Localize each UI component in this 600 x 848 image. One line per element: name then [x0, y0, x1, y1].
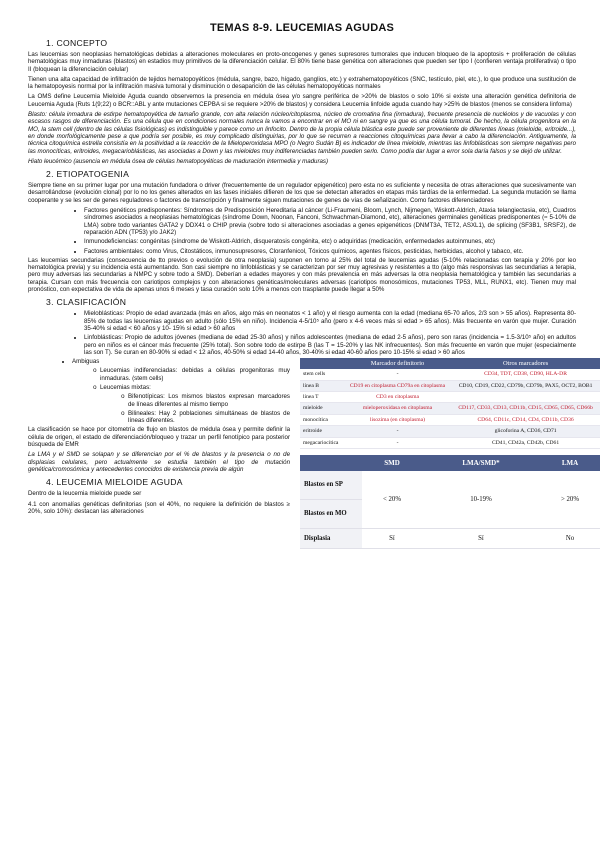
table-cell: lisozima (en citoplasma)	[344, 414, 451, 425]
markers-table	[300, 358, 600, 449]
table-header	[300, 358, 344, 369]
row-label: Blastos en SP	[300, 471, 362, 500]
table-cell: Sí	[422, 528, 540, 548]
ambiguas-list	[28, 358, 290, 365]
table-cell: mieloperoxidasa en citoplasma	[344, 403, 451, 414]
ambiguas-sublist	[28, 367, 290, 391]
table-cell: -	[344, 437, 451, 448]
section-heading-etiopatogenia: 2. ETIOPATOGENIA	[46, 169, 130, 180]
table-cell: monocítica	[300, 414, 344, 425]
table-cell: Sí	[362, 528, 422, 548]
table-row	[300, 437, 600, 448]
table-cell: CD10, CD19, CD22, CD79b, CD79b, PAX5, OCT2, BOB1	[451, 380, 600, 391]
list-item: • Factores ambientales: como Virus, Citostáticos, inmunosupresores, Cloranfenicol, Tóxicos químicos, agentes físicos, pesticidas, herbicidas, alcohol y tabaco, etc.	[84, 248, 576, 255]
table-cell: CD19 en citoplasma CD79a en citoplasma	[344, 380, 451, 391]
table-header: SMD	[362, 455, 422, 471]
paragraph: La OMS define Leucemia Mieloide Aguda cuando observemos la presencia en médula ósea y/o sangre periférica de >20% de blastos o solo 10% si existe una alteración genética definitoria de Leucemia Aguda (Ruts 1(9;22) o BCR::ABL y ante mutaciones CEPBA si se requiere >20% de blastos) y considera Leucemia linfoide aguda cuando hay >25% de blastos (menos se considera linfoma)	[28, 93, 576, 108]
table-row	[300, 414, 600, 425]
list-item: o Leucemias indiferenciadas: debidas a células progenitoras muy inmaduras. (stem cells)	[100, 367, 290, 382]
table-cell: > 20%	[540, 471, 600, 529]
table-cell: mieloide	[300, 403, 344, 414]
table-row	[300, 391, 600, 402]
markers-table-body	[300, 369, 600, 448]
table-cell: CD117, CD33, CD13, CD11b, CD15, CD65, CD65, CD66b	[451, 403, 600, 414]
table-row	[300, 426, 600, 437]
mixtas-sublist	[28, 393, 290, 424]
table-header: LMA/SMD*	[422, 455, 540, 471]
table-cell: < 20%	[362, 471, 422, 529]
table-cell: -	[344, 426, 451, 437]
left-column	[28, 358, 290, 549]
table-cell: CD64, CD11c, CD14, CD4, CD11b, CD36	[451, 414, 600, 425]
list-item: o Bilineales: Hay 2 poblaciones simultáneas de blastos de líneas diferentes.	[128, 410, 290, 425]
list-item: • Inmunodeficiencias: congénitas (síndrome de Wiskott-Aldrich, disqueratosis congénita, etc) o adquiridas (medicación, enfermedades autoinmunes, etc)	[84, 238, 576, 245]
list-item: o Leucemias mixtas:	[100, 384, 290, 391]
paragraph: Dentro de la leucemia mieloide puede ser	[28, 490, 142, 498]
section-heading-lma: 4. LEUCEMIA MIELOIDE AGUDA	[46, 477, 183, 488]
table-cell: línea B	[300, 380, 344, 391]
row-label: Blastos en MO	[300, 499, 362, 528]
table-cell: eritroide	[300, 426, 344, 437]
paragraph: 4.1 con anomalías genéticas definitorias (son el 40%, no requiere la definición de blastos ≥ 20%, solo 10%): destacan las alteraciones	[28, 500, 290, 515]
paragraph: Tienen una alta capacidad de infiltración de tejidos hematopoyéticos (médula, sangre, bazo, hígado, ganglios, etc.) y extrahematopoyéticos (SNC, testículo, piel, etc.), lo que produce una sustitución de la hematopoyesis normal por la infiltración masiva tumoral y disminución o desaparición de las células hematopoyéticas normales	[28, 75, 576, 91]
list-item: • Factores genéticos predisponentes: Síndromes de Predisposición Hereditaria al cáncer (Li-Fraumeni, Bloom, Lynch, Nijmegen, Wiskott-Aldrich, Ataxia telangiectasia, etc), Cuadros síndromes asociados a neoplasias hematológicas (síndrome Down, Noonan, Fanconi, Schwachman-Diamond, etc), alteraciones germinales genéticas predisponentes (≈ 5-10% de LMA) sobre todo variantes GATA2 y DDX41 o CHIP previa (sobre todo si alteraciones asociadas a genes epigenéticos (DNMT3A, TET2, ASXL1), de splicing (SF3B1, SRSF2), de reparación ADN (TP53) y/o JAK2)	[84, 207, 576, 236]
table-row	[300, 380, 600, 391]
paragraph: La LMA y el SMD se solapan y se diferencian por el % de blastos y la presencia o no de displasias celulares, pero actualmente se estudia también el tipo de mutación genética/cromosómica y antecedentes conocidos de existencia previa de algún	[28, 451, 290, 473]
list-item: • Mieloblásticas: Propio de edad avanzada (más en años, algo más en neonatos < 1 año) y el riesgo aumenta con la edad (mediana 65-70 años, 2/3 son > 55 años). Representa 80-85% de todas las leucemias agudas en adulto (sólo 15% en niño). Incidencia 4-5/10⁵ año (pero x 4-6 veces más si edad > 65 años). Más frecuente en varón que mujer. Curación 35-40% si edad < 60 años y 10- 15% si edad > 60 años	[84, 310, 576, 332]
table-cell	[451, 391, 600, 402]
table-cell: megacariocítica	[300, 437, 344, 448]
two-column-area	[28, 358, 593, 549]
table-header: Otros marcadores	[451, 358, 600, 369]
table-row	[300, 369, 600, 380]
table-row	[300, 403, 600, 414]
table-cell: CD34, TDT, CD38, CD90, HLA-DR	[451, 369, 600, 380]
right-column	[300, 358, 600, 549]
table-cell: stem cells	[300, 369, 344, 380]
paragraph: Las leucemias secundarias (consecuencia de tto previos o evolución de otra neoplasia) suponen en torno al 25% del total de leucemias agudas (5-10% relacionadas con terapia y 20% por leo hematológica previa) y su incidencia está aumentando. Son casi siempre no linfoblásticas y se caracterizan por ser muy agresivas y resistentes a tto (algo más responsivas las secundarias a terapia, pero muy adversas las secundarias a NMPC y sobre todo a SMD). Deberían a edades mayores y con más prevalencia en más adversas la otra neoplasia hematológica y también las secundarias a terapia. Cursan con más frecuencia con cariotipos complejos y con alteraciones genéticas/moleculares adversas (cariotipos monosómicos, mutaciones TP53, MLL, RUNX1, etc). Tienen muy mal pronóstico, con expectativa de vida de apenas unos 6 meses y tasa curación solo 10% a menos con trasplante puede llegar a 50%	[28, 256, 576, 294]
table-row	[300, 528, 600, 548]
row-label: Displasia	[300, 528, 362, 548]
table-header: LMA	[540, 455, 600, 471]
list-item: • Ambiguas	[72, 358, 290, 365]
table-cell: CD3 en citoplasma	[344, 391, 451, 402]
section-heading-concepto: 1. CONCEPTO	[46, 38, 108, 48]
paragraph: Siempre tiene en su primer lugar por una mutación fundadora o driver (frecuentemente de un regulador epigenético) pero esta no es suficiente y necesita de otras alteraciones que sucesivamente van desarrollándose (evolución clonal) por lo no los genes alterados en las fases iniciales difieren de los que se detectan alterados en etapas más tardías de la enfermedad. La segunda mutación se llama cooperante y se les ser de genes reguladores o factores de transcripción y finalmente siguen mutaciones de genes de vías de señalización. Como factores diferenciadores	[28, 182, 576, 204]
table-cell: CD41, CD42a, CD42b, CD61	[451, 437, 600, 448]
table-row	[300, 471, 600, 500]
factor-list	[28, 207, 576, 255]
paragraph-blasto: Blasto: célula inmadura de estirpe hematopoyética de tamaño grande, con alta relación núcleo/citoplasma, núcleo de cromatina fina (inmadura), frecuente presencia de nucléolos y de vacuolas y con escasos rasgos de diferenciación. Es una célula que en condiciones normales nunca la vamos a encontrar en el MO ni en sangre ya que es una célula tumoral. De hecho, la célula progenitora en la MO, la stem cell (dentro de las células fisiológicas) es indistinguible y parece como un linfocito. Dentro de la propia célula blástica este puede ser proveniente de diferentes líneas (mieloide, eritroide...), en donde morfológicamente pese a que podría ser posible, es muy complicado distinguirlas, por lo que se recurren a reacciones citoquímicas para llevar a cabo la diferenciación. Antiguamente, la técnica citoquímica estrella consistía en la positividad a la reacción de la Mieloperoxidasa MPO (o Negro Sudán B) es indicador de línea mieloide, mientras las linfoblásticas son siempre negativas pero las monocíticas, eritroides, megacarioblásticas, las asociadas a Down y las mieloides muy indiferenciadas también pueden serlo. Como podía dar lugar a error sola daría falsos y se dejó de utilizar.	[28, 111, 576, 155]
paragraph-hiato: Hiato leucémico (ausencia en médula ósea de células hematopoyéticas de maduración intermedia y maduras)	[28, 157, 329, 165]
list-item: o Bifenotípicas: Los mismos blastos expresan marcadores de líneas diferentes al mismo tiempo	[128, 393, 290, 408]
paragraph: La clasificación se hace por citometría de flujo en blastos de médula ósea y permite definir la célula de origen, el estado de diferenciación/bloqueo y trazar un perfil fenotípico para posterior búsqueda de EMR	[28, 426, 290, 449]
classification-list	[28, 310, 576, 356]
table-cell: -	[344, 369, 451, 380]
table-cell: glicoforina A, CD36, CD71	[451, 426, 600, 437]
table-cell: 10-19%	[422, 471, 540, 529]
table-cell: línea T	[300, 391, 344, 402]
comparison-table	[300, 455, 600, 549]
table-header	[300, 455, 362, 471]
list-item: • Linfoblásticas: Propio de adultos jóvenes (mediana de edad 25-30 años) y niños adolescentes (mediana de edad 2-5 años), pero son raras (incidencia = 1.5-3/10⁵ año) en adultos pero en niños es el cáncer más frecuente (25% total). Son sobre todo de estirpe B (las T = 15-20% y las NK infrecuentes). Son más frecuente en varón que mujer (especialmente las son T). Se curan en 80-90% si edad < 12 años, 40-50% si edad 14-40 años, 30-40% si edad 40-60 años pero 10-15% si edad > 60 años	[84, 334, 576, 356]
table-header: Marcador definitorio	[344, 358, 451, 369]
section-heading-clasificacion: 3. CLASIFICACIÓN	[46, 297, 127, 308]
page-title: TEMAS 8-9. LEUCEMIAS AGUDAS	[209, 22, 395, 34]
table-cell: No	[540, 528, 600, 548]
paragraph: Las leucemias son neoplasias hematológicas debidas a alteraciones moleculares en proto-oncogenes y genes supresores tumorales que inducen bloqueo de la apoptosis + proliferación de células hematológicas muy inmaduras (blastos) en estadios muy primitivos de la diferenciación celular. El 80% tiene base genética con alteraciones que pueden ser tipo I (confieren ventaja proliferativa) o tipo II (bloquean la diferenciación celular)	[28, 51, 576, 73]
